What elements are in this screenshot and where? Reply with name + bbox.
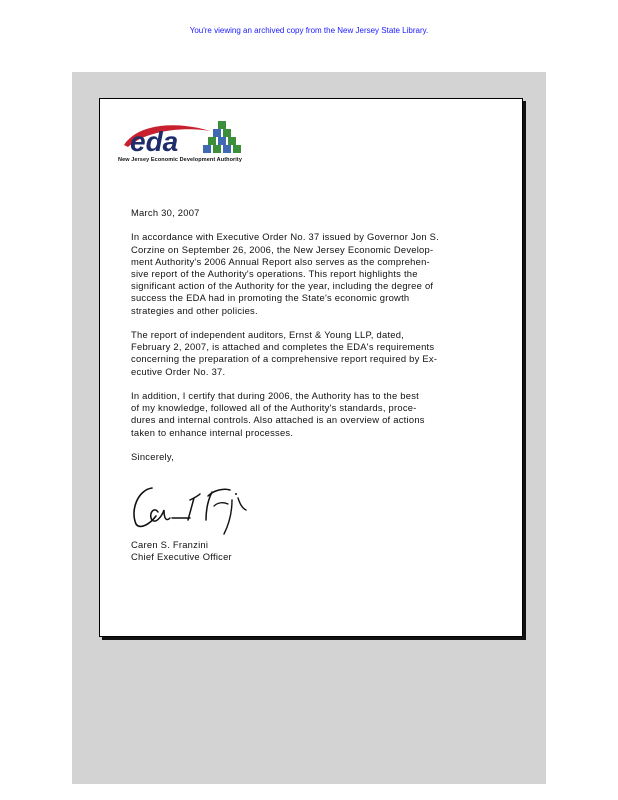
- text-line: ecutive Order No. 37.: [131, 365, 226, 377]
- logo-wordmark: eda: [130, 126, 179, 157]
- text-line: In addition, I certify that during 2006, the Authority has to the best: [131, 390, 419, 401]
- archive-banner: You're viewing an archived copy from the New Jersey State Library.: [189, 26, 429, 35]
- text-line: The report of independent auditors, Ernst & Young LLP, dated,: [131, 329, 405, 340]
- text-line: significant action of the Authority for the year, including the degree of: [131, 280, 434, 292]
- eda-logo: [118, 115, 258, 163]
- text-line: In accordance with Executive Order No. 37 issued by Governor Jon S.: [131, 231, 440, 243]
- text-line: Corzine on September 26, 2006, the New Jersey Economic Develop-: [131, 243, 434, 255]
- paragraph-1: [131, 231, 491, 316]
- letter-closing: Sincerely,: [131, 451, 174, 462]
- signer-name: Caren S. Franzini: [131, 539, 209, 550]
- letter-body: [131, 207, 491, 475]
- text-line: of my knowledge, followed all of the Authority's standards, proce-: [131, 402, 417, 414]
- text-line: sive report of the Authority's operations. This report highlights the: [131, 268, 418, 279]
- text-line: strategies and other policies.: [131, 304, 258, 316]
- logo-cubes: [203, 121, 241, 153]
- letter-page: [99, 98, 523, 637]
- text-line: taken to enhance internal processes.: [131, 426, 294, 438]
- signer-title: Chief Executive Officer: [131, 551, 232, 563]
- paragraph-2: [131, 329, 491, 378]
- text-line: February 2, 2007, is attached and completes the EDA's requirements: [131, 341, 435, 353]
- handwritten-signature: [128, 474, 268, 536]
- text-line: ment Authority's 2006 Annual Report also serves as the comprehen-: [131, 255, 430, 267]
- text-line: dures and internal controls. Also attached is an overview of actions: [131, 414, 425, 426]
- paragraph-3: [131, 390, 491, 439]
- logo-organization-name: New Jersey Economic Development Authority: [118, 157, 243, 163]
- letter-date: March 30, 2007: [131, 207, 200, 218]
- signer-block: [131, 539, 232, 563]
- text-line: concerning the preparation of a comprehensive report required by Ex-: [131, 353, 438, 365]
- text-line: success the EDA had in promoting the State's economic growth: [131, 292, 410, 304]
